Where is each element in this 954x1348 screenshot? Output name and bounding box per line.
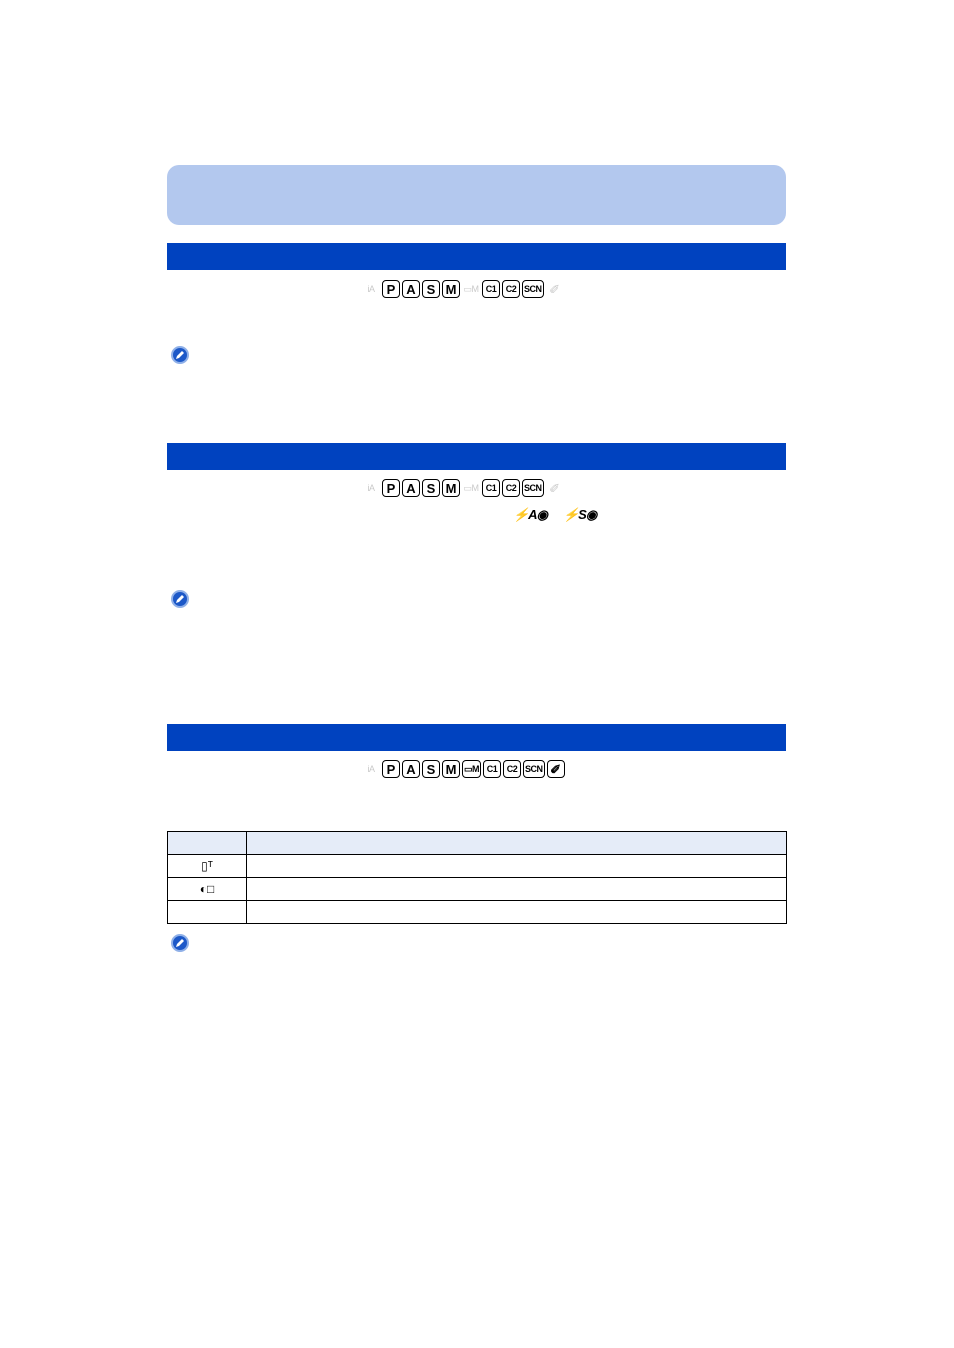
flash-auto-red-eye-icon: ⚡A◉ [513,507,547,522]
ia-mode-icon: iA [367,763,375,774]
scn-mode-icon: SCN [522,280,544,298]
ia-mode-icon: iA [367,283,375,294]
setting-icon: ▯ᵀ [201,859,213,873]
note-icon [171,590,189,608]
a-mode-icon: A [402,479,420,497]
table-cell [247,878,787,901]
m-mode-icon: M [442,280,460,298]
flash-slow-red-eye-icon: ⚡S◉ [563,507,597,522]
c1-mode-icon: C1 [482,280,500,298]
s-mode-icon: S [422,479,440,497]
a-mode-icon: A [402,760,420,778]
mode-icons-row-3 [362,759,565,779]
ia-mode-icon: iA [367,482,375,493]
section-header-3 [167,724,786,751]
table-icon-cell [168,901,247,924]
a-mode-icon: A [402,280,420,298]
creative-mode-icon: ✐ [547,760,565,778]
s-mode-icon: S [422,760,440,778]
table-header-cell [247,832,787,855]
mode-icons-row-1 [362,279,564,299]
creative-mode-icon: ✐ [549,281,560,297]
creative-mode-icon: ✐ [549,480,560,496]
table-icon-cell [168,878,247,901]
table-row [168,855,787,878]
section-header-2 [167,443,786,470]
table-icon-cell [168,855,247,878]
note-icon [171,934,189,952]
note-icon [171,346,189,364]
scn-mode-icon: SCN [522,479,544,497]
s-mode-icon: S [422,280,440,298]
movie-m-mode-icon: ▭M [462,760,481,778]
c1-mode-icon: C1 [483,760,501,778]
page-title-banner [167,165,786,225]
c2-mode-icon: C2 [502,479,520,497]
c2-mode-icon: C2 [502,280,520,298]
c2-mode-icon: C2 [503,760,521,778]
p-mode-icon: P [382,280,400,298]
table-cell [247,901,787,924]
m-mode-icon: M [442,479,460,497]
table-header-cell [168,832,247,855]
table-row [168,878,787,901]
setting-icon: ◐□ [199,882,215,896]
p-mode-icon: P [382,760,400,778]
table-cell [247,855,787,878]
p-mode-icon: P [382,479,400,497]
movie-m-mode-icon: ▭M [463,482,479,493]
c1-mode-icon: C1 [482,479,500,497]
settings-table [167,831,787,924]
section-header-1 [167,243,786,270]
table-header-row [168,832,787,855]
table-row [168,901,787,924]
m-mode-icon: M [442,760,460,778]
movie-m-mode-icon: ▭M [463,283,479,294]
scn-mode-icon: SCN [523,760,545,778]
mode-icons-row-2 [362,478,564,498]
